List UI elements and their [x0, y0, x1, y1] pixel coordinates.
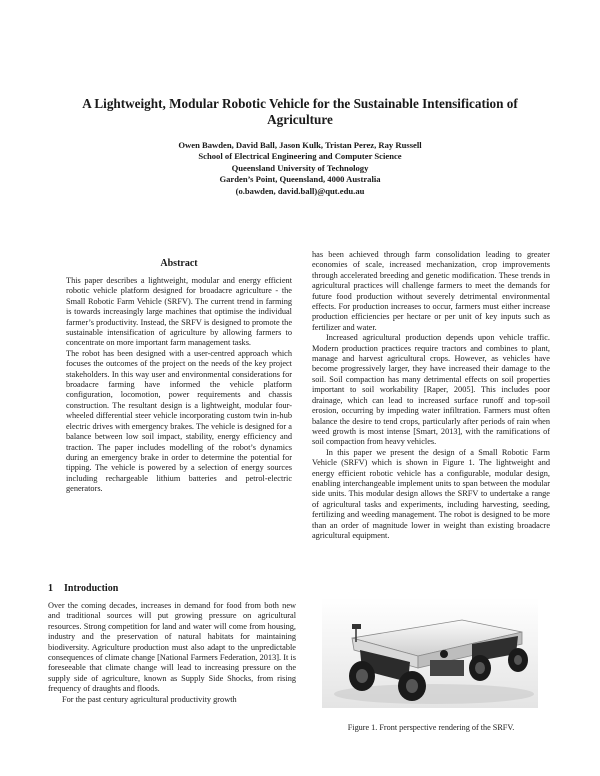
- section-number: 1: [48, 583, 53, 594]
- affiliation-university: Queensland University of Technology: [231, 162, 369, 173]
- right-paragraph-2: Increased agricultural production depends upon vehicle traffic. Modern production practices require tractors and combines to plant, manage and harvest agricultural crops. However, as vehicles have become progressively larger, they have increased their damage to the soil. Soil compaction has many detrimental effects on soil properties important to soil workability [Raper, 2005]. This includes poor drainage, which can lead to increased surface runoff and top-soil erosion, occurring by impeding water infiltration. Farmers must often balance the desire to tend crops, particularly after periods of rain when weed growth is most intense [Smart, 2013], with the ramifications of soil compaction from heavy vehicles.: [312, 333, 550, 447]
- introduction-section: [48, 583, 296, 705]
- right-paragraph-1: has been achieved through farm consolidation leading to greater economies of scale, increased mechanization, crop improvements through accelerated breeding and genetic modification. These trends in agricultural practices will challenge farmers to meet the demands for future food production without severely detrimental environmental effects. For production increases to occur, farmers must either increase production efficiencies per hectare or per unit of key inputs such as fertilizer and water.: [312, 250, 550, 332]
- figure-srfv-rendering: [322, 598, 538, 708]
- abstract-section: [66, 258, 292, 495]
- author-names: Owen Bawden, David Ball, Jason Kulk, Tristan Perez, Ray Russell: [178, 140, 422, 150]
- affiliation-school: School of Electrical Engineering and Computer Science: [198, 151, 402, 162]
- introduction-paragraph-1: Over the coming decades, increases in demand for food from both new and traditional sources will put growing pressure on agricultural resources. Strong competition for land and water will come from housing, industry and the preservation of natural habitats for maintaining biodiversity. Agriculture production must also adapt to the unpredictable consequences of climate change [National Farmers Federation, 2013]. It is foreseeable that climate change will lead to increasing pressure on the supply side of agriculture, known as Supply Side Shocks, from rising frequency of draughts and floods.: [48, 601, 296, 694]
- abstract-paragraph-1: This paper describes a lightweight, modular and energy efficient robotic vehicle platform designed for broadacre agriculture - the Small Robotic Farm Vehicle (SRFV). The current trend in farming is towards increasingly large machines that optimise the individual farmer’s productivity. Instead, the SRFV is designed to promote the sustainable intensification of agriculture by allowing farmers to concentrate on more important farm management tasks.: [66, 276, 292, 348]
- abstract-heading: Abstract: [160, 258, 198, 269]
- author-emails: (o.bawden, david.ball)@qut.edu.au: [235, 185, 365, 196]
- abstract-paragraph-2: The robot has been designed with a user-centred approach which focuses the outcomes of the project on the needs of the key project stakeholders. In this way user and environmental considerations for broadacre farming have informed the vehicle platform configuration, locomotion, power requirements and chassis construction. The resultant design is a lightweight, modular four-wheeled differential steer vehicle incorporating custom twin in-hub electric drives with emergency brakes. The vehicle is designed for a balance between low soil impact, stability, energy efficiency and traction. The paper includes modelling of the robot’s dynamics during an emergency brake in order to determine the potential for tipping. The vehicle is powered by a selection of energy sources including rechargeable lithium batteries and petrol-electric generators.: [66, 348, 292, 494]
- introduction-heading: [48, 583, 296, 595]
- robot-illustration: [322, 598, 538, 708]
- affiliation-address: Garden’s Point, Queensland, 4000 Australia: [219, 174, 381, 185]
- title-line-1: A Lightweight, Modular Robotic Vehicle for the Sustainable Intensification of: [82, 96, 518, 111]
- right-paragraph-3: In this paper we present the design of a Small Robotic Farm Vehicle (SRFV) which is shown in Figure 1. The lightweight and energy efficient robotic vehicle has a configurable, modular design, enabling interchangeable implement units to span between the modular side units. This modular design allows the SRFV to undertake a range of agricultural tasks and experiments, including harvesting, seeding, fertilizing and weeding management. The robot is designed to be more than an order of magnitude lower in weight than existing broadacre agricultural equipment.: [312, 447, 550, 540]
- section-title: Introduction: [64, 583, 119, 594]
- title-line-2: Agriculture: [267, 112, 333, 127]
- figure-caption: Figure 1. Front perspective rendering of the SRFV.: [347, 723, 515, 732]
- paper-title: [60, 96, 540, 128]
- right-column: [312, 250, 550, 541]
- author-block: [60, 140, 540, 197]
- introduction-paragraph-2: For the past century agricultural productivity growth: [62, 694, 237, 704]
